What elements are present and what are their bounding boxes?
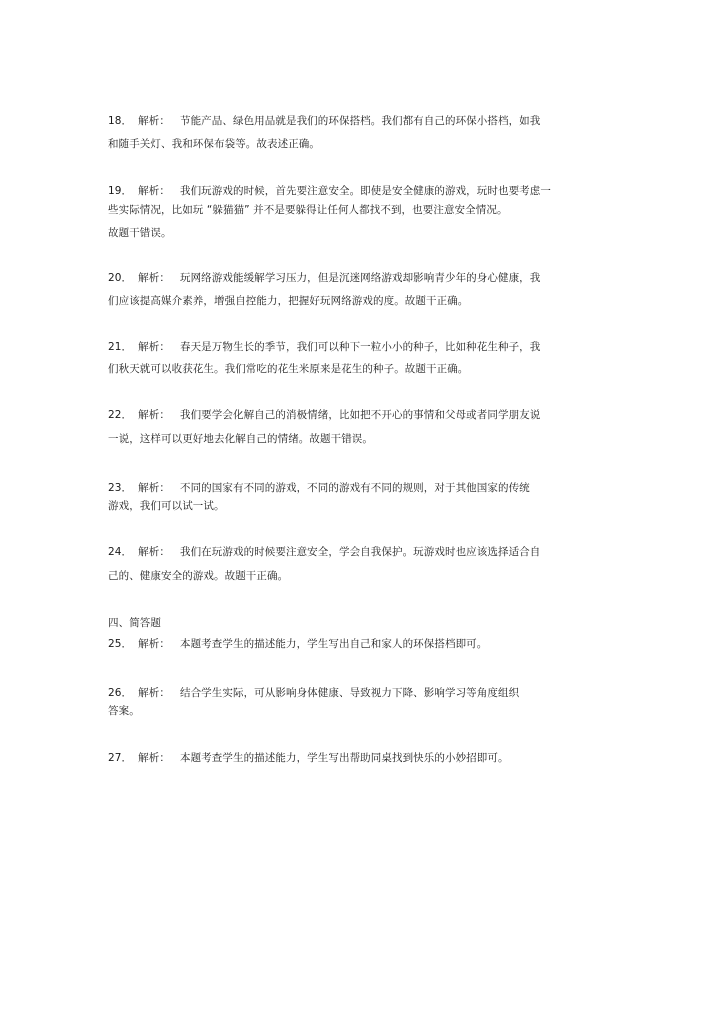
analysis-label: 解析： <box>138 115 170 127</box>
answer-text: 些实际情况，比如玩 “躲猫猫” 并不是要躲得让任何人都找不到，也要注意安全情况。 <box>108 204 508 216</box>
answer-22-line-1 <box>108 408 548 422</box>
analysis-label: 解析： <box>138 687 170 699</box>
analysis-label: 解析： <box>138 409 170 421</box>
answer-26-line-1 <box>108 686 548 700</box>
question-number: 25． <box>108 638 133 650</box>
question-number: 22． <box>108 409 133 421</box>
answer-27-line-1 <box>108 751 548 765</box>
answer-text: 结合学生实际，可从影响身体健康、导致视力下降、影响学习等角度组织 <box>179 687 520 699</box>
answer-text: 一说，这样可以更好地去化解自己的情绪。故题干错误。 <box>108 433 373 445</box>
answer-text: 我们要学会化解自己的消极情绪，比如把不开心的事情和父母或者同学朋友说 <box>179 409 541 421</box>
answer-19-line-1 <box>108 184 551 198</box>
analysis-label: 解析： <box>138 482 170 494</box>
answer-text: 本题考查学生的描述能力，学生写出自己和家人的环保搭档即可。 <box>179 638 488 650</box>
answer-text: 玩网络游戏能缓解学习压力，但是沉迷网络游戏却影响青少年的身心健康，我 <box>179 272 541 284</box>
analysis-label: 解析： <box>138 185 170 197</box>
section-title: 四、简答题 <box>108 617 161 629</box>
answer-25-line-1 <box>108 637 548 651</box>
answer-18-line-1 <box>108 114 548 128</box>
answer-26-line-2 <box>108 704 548 718</box>
answer-19-line-3 <box>108 226 548 240</box>
answer-text: 节能产品、绿色用品就是我们的环保搭档。我们都有自己的环保小搭档，如我 <box>179 115 541 127</box>
analysis-label: 解析： <box>138 752 170 764</box>
answer-20-line-1 <box>108 271 548 285</box>
answer-20-line-2 <box>108 294 548 308</box>
question-number: 27． <box>108 752 133 764</box>
answer-24-line-1 <box>108 545 548 559</box>
question-number: 23． <box>108 482 133 494</box>
answer-text: 答案。 <box>108 705 140 717</box>
answer-21-line-1 <box>108 340 548 354</box>
answer-text: 们秋天就可以收获花生。我们常吃的花生米原来是花生的种子。故题干正确。 <box>108 363 469 375</box>
answer-text: 我们在玩游戏的时候要注意安全，学会自我保护。玩游戏时也应该选择适合自 <box>179 546 541 558</box>
answer-23-line-1 <box>108 481 548 495</box>
answer-text: 己的、健康安全的游戏。故题干正确。 <box>108 570 289 582</box>
answer-24-line-2 <box>108 569 548 583</box>
answer-18-line-2 <box>108 137 548 151</box>
question-number: 20． <box>108 272 133 284</box>
analysis-label: 解析： <box>138 341 170 353</box>
answer-23-line-2 <box>108 499 548 513</box>
question-number: 18． <box>108 115 133 127</box>
answer-text: 和随手关灯、我和环保布袋等。故表述正确。 <box>108 138 320 150</box>
answer-21-line-2 <box>108 362 548 376</box>
question-number: 19． <box>108 185 133 197</box>
answer-text: 本题考查学生的描述能力，学生写出帮助同桌找到快乐的小妙招即可。 <box>179 752 509 764</box>
question-number: 24． <box>108 546 133 558</box>
answer-22-line-2 <box>108 432 548 446</box>
answer-text: 游戏，我们可以试一试。 <box>108 500 225 512</box>
answer-19-line-2 <box>108 203 548 217</box>
answer-text: 故题干错误。 <box>108 227 172 239</box>
answer-text: 不同的国家有不同的游戏，不同的游戏有不同的规则，对于其他国家的传统 <box>179 482 530 494</box>
answer-text: 我们玩游戏的时候，首先要注意安全。即使是安全健康的游戏，玩时也要考虑一 <box>179 185 551 197</box>
question-number: 21． <box>108 341 133 353</box>
analysis-label: 解析： <box>138 546 170 558</box>
answer-text: 们应该提高媒介素养，增强自控能力，把握好玩网络游戏的度。故题干正确。 <box>108 295 469 307</box>
analysis-label: 解析： <box>138 638 170 650</box>
answer-text: 春天是万物生长的季节，我们可以种下一粒小小的种子，比如种花生种子，我 <box>179 341 541 353</box>
question-number: 26． <box>108 687 133 699</box>
analysis-label: 解析： <box>138 272 170 284</box>
